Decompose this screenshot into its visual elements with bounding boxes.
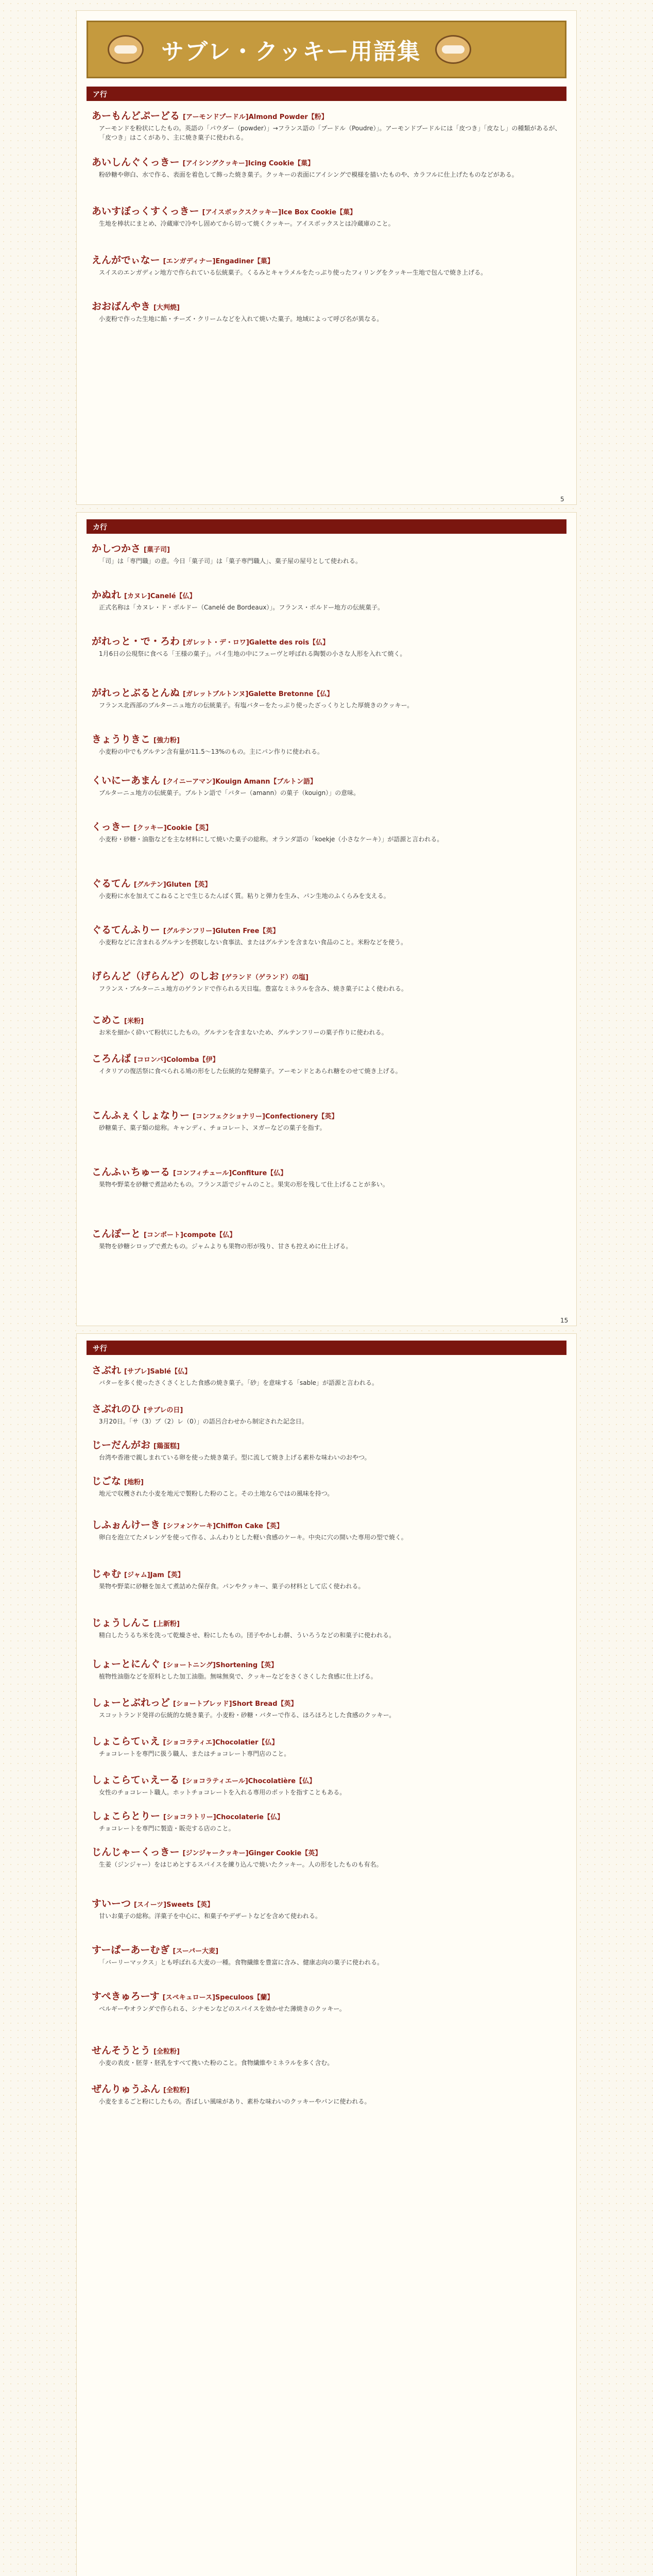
glossary-entry <box>92 1566 561 1591</box>
entry-original-term: [アイシングクッキー]Icing Cookie【菓】 <box>182 160 315 167</box>
page-title: サブレ・クッキー用語集 <box>161 39 421 65</box>
section-header-ka: カ行 <box>87 519 566 534</box>
entry-term <box>92 299 561 313</box>
entry-term <box>92 2081 561 2095</box>
entry-original-term: [グルテンフリー]Gluten Free【英】 <box>163 927 280 935</box>
entry-description: 果物や野菜を砂糖で煮詰めたもの。フランス語でジャムのこと。果実の形を残して仕上げることが多い。 <box>99 1181 389 1188</box>
entry-term <box>92 773 561 787</box>
section-header-sa: サ行 <box>87 1341 566 1355</box>
entry-original-term: [地粉] <box>124 1479 144 1486</box>
entry-original-term: [クッキー]Cookie【英】 <box>133 824 212 832</box>
entry-term <box>92 1051 561 1065</box>
entry-term <box>92 204 561 217</box>
entry-description: 小麦粉などに含まれるグルテンを摂取しない食事法、またはグルテンを含まない食品のこと。米粉などを使う。 <box>99 939 407 946</box>
entry-term <box>92 685 561 699</box>
entry-description: 植物性油脂などを原料とした加工油脂。無味無臭で、クッキーなどをさくさくした食感に仕上げる。 <box>99 1673 377 1680</box>
glossary-entry <box>92 1844 561 1869</box>
entry-original-term: [エンガディナー]Engadiner【菓】 <box>163 258 274 265</box>
entry-description: スイスのエンガディン地方で作られている伝統菓子。くるみとキャラメルをたっぷり使ったフィリングをクッキー生地で包んで焼き上げる。 <box>99 269 487 276</box>
entry-description: 小麦粉の中でもグルテン含有量が11.5〜13%のもの。主にパン作りに使われる。 <box>99 748 323 755</box>
entry-reading: ぐるてんふりー <box>92 924 160 936</box>
entry-description: 卵白を泡立てたメレンゲを使って作る、ふんわりとした軽い食感のケーキ。中央に穴の開いた専用の型で焼く。 <box>99 1534 407 1541</box>
glossary-entry <box>92 299 561 324</box>
entry-term <box>92 252 561 266</box>
page-number: 15 <box>560 1317 569 1324</box>
entry-reading: こんぽーと <box>92 1228 141 1240</box>
glossary-entry <box>92 969 561 993</box>
entry-description: アーモンドを粉状にしたもの。英語の「パウダー（powder）」→フランス語の「プードル（Poudre）」。アーモンドプードルには「皮つき」「皮なし」の種類があるが、「皮つき」はこくがあり、主に焼き菓子に使われる。 <box>99 125 561 141</box>
entry-description: 1月6日の公現祭に食べる「王様の菓子」。パイ生地の中にフェーヴと呼ばれる陶製の小さな人形を入れて焼く。 <box>99 650 406 657</box>
entry-original-term: [コロンバ]Colomba【伊】 <box>134 1056 219 1064</box>
entry-term <box>92 1164 561 1178</box>
entry-description: 小麦粉で作った生地に餡・チーズ・クリームなどを入れて焼いた菓子。地域によって呼び名が異なる。 <box>99 315 383 323</box>
glossary-entry <box>92 1437 561 1462</box>
entry-description: 精白したうるち米を洗って乾燥させ、粉にしたもの。団子やかしわ餅、ういろうなどの和菓子に使われる。 <box>99 1632 396 1639</box>
entry-description: 正式名称は「カヌレ・ド・ボルドー（Canelé de Bordeaux）」。フランス・ボルドー地方の伝統菓子。 <box>99 604 384 611</box>
entry-description: 台湾や香港で親しまれている卵を使った焼き菓子。型に流して焼き上げる素朴な味わいのおやつ。 <box>99 1454 371 1461</box>
entry-original-term: [グルテン]Gluten【英】 <box>133 881 212 889</box>
entry-original-term: [米粉] <box>124 1018 144 1025</box>
entry-original-term: [ジャム]Jam【英】 <box>124 1571 184 1579</box>
glossary-entry <box>92 1656 561 1681</box>
entry-term <box>92 1473 561 1487</box>
glossary-entry <box>92 1695 561 1720</box>
glossary-entry <box>92 922 561 947</box>
entry-description: フランス・ブルターニュ地方のゲランドで作られる天日塩。豊富なミネラルを含み、焼き菓子によく使われる。 <box>99 985 408 992</box>
entry-reading: じんじゃーくっきー <box>92 1846 180 1858</box>
entry-description: お米を細かく砕いて粉状にしたもの。グルテンを含まないため、グルテンフリーの菓子作りに使われる。 <box>99 1029 388 1036</box>
entry-original-term: [スペキュロース]Speculoos【蘭】 <box>162 1994 274 2002</box>
section-header-a: ア行 <box>87 87 566 101</box>
entry-description: 「バーリーマックス」とも呼ばれる大麦の一種。食物繊維を豊富に含み、健康志向の菓子に使われる。 <box>99 1959 384 1966</box>
entry-term <box>92 1695 561 1709</box>
entry-description: 小麦粉に水を加えてこねることで生じるたんぱく質。粘りと弾力を生み、パン生地のふくらみを支える。 <box>99 892 390 900</box>
glossary-entry <box>92 1772 561 1797</box>
entry-original-term: [カヌレ]Canelé【仏】 <box>124 592 196 600</box>
entry-term <box>92 1401 561 1415</box>
entry-reading: さぶれのひ <box>92 1403 141 1415</box>
glossary-entry <box>92 634 561 658</box>
entry-original-term: [シフォンケーキ]Chiffon Cake【英】 <box>163 1522 283 1530</box>
glossary-entry <box>92 252 561 277</box>
entry-term <box>92 1517 561 1531</box>
glossary-entry <box>92 1473 561 1498</box>
entry-term <box>92 876 561 890</box>
entry-description: スコットランド発祥の伝統的な焼き菓子。小麦粉・砂糖・バターで作る、ほろほろとした食感のクッキー。 <box>99 1711 396 1719</box>
entry-description: 果物や野菜に砂糖を加えて煮詰めた保存食。パンやクッキー、菓子の材料として広く使われる。 <box>99 1583 365 1590</box>
entry-original-term: [サブレの日] <box>144 1406 183 1414</box>
entry-description: 砂糖菓子、菓子類の総称。キャンディ、チョコレート、ヌガーなどの菓子を指す。 <box>99 1124 326 1131</box>
entry-term <box>92 969 561 982</box>
glossary-entry <box>92 1164 561 1189</box>
entry-reading: しょこらてぃえーる <box>92 1774 180 1786</box>
entry-description: チョコレートを専門に製造・販売する店のこと。 <box>99 1825 235 1832</box>
entry-term <box>92 1734 561 1748</box>
glossary-entry <box>92 1051 561 1076</box>
glossary-entry <box>92 876 561 901</box>
entry-reading: しょーとぶれっど <box>92 1697 170 1708</box>
entry-description: 小麦をまるごと粉にしたもの。香ばしい風味があり、素朴な味わいのクッキーやパンに使われる。 <box>99 2098 371 2105</box>
glossary-entry <box>92 1989 561 2013</box>
entry-description: 果物を砂糖シロップで煮たもの。ジャムよりも果物の形が残り、甘さも控えめに仕上げる。 <box>99 1243 352 1250</box>
entry-term <box>92 1989 561 2003</box>
entry-reading: しょこらとりー <box>92 1810 161 1822</box>
entry-reading: ぜんりゅうふん <box>92 2083 161 2095</box>
entry-term <box>92 1896 561 1910</box>
entry-description: 甘いお菓子の総称。洋菓子を中心に、和菓子やデザートなどを含めて使われる。 <box>99 1912 322 1920</box>
title-banner <box>87 21 566 78</box>
glossary-entry <box>92 108 561 142</box>
glossary-entry <box>92 732 561 756</box>
glossary-entry <box>92 1226 561 1251</box>
entry-reading: くっきー <box>92 821 131 833</box>
glossary-entry <box>92 1808 561 1833</box>
entry-reading: くいにーあまん <box>92 775 161 786</box>
entry-reading: しょこらてぃえ <box>92 1736 160 1747</box>
entry-original-term: [ジンジャークッキー]Ginger Cookie【英】 <box>182 1850 322 1857</box>
entry-original-term: [クイニーアマン]Kouign Amann【ブルトン語】 <box>163 778 317 786</box>
entry-reading: おおばんやき <box>92 301 151 312</box>
entry-original-term: [サブレ]Sablé【仏】 <box>124 1368 192 1376</box>
entry-description: 粉砂糖や卵白、水で作る、表面を着色して飾った焼き菓子。クッキーの表面にアイシングで模様を描いたものや、カラフルに仕上げたものなどがある。 <box>99 171 518 178</box>
entry-reading: きょうりきこ <box>92 734 151 745</box>
entry-original-term: [コンポート]compote【仏】 <box>144 1231 236 1239</box>
entry-term <box>92 1808 561 1822</box>
entry-reading: ころんば <box>92 1053 131 1064</box>
entry-term <box>92 1437 561 1451</box>
glossary-entry <box>92 1108 561 1132</box>
entry-original-term: [上新粉] <box>153 1620 180 1628</box>
page-number: 5 <box>560 496 564 503</box>
entry-original-term: [全粒粉] <box>153 2048 180 2056</box>
entry-reading: かぬれ <box>92 589 122 601</box>
entry-term <box>92 587 561 601</box>
entry-description: 小麦粉・砂糖・油脂などを主な材料にして焼いた菓子の総称。オランダ語の「koekje（小さなケーキ）」が語源と言われる。 <box>99 836 443 843</box>
entry-description: 3月20日。「サ（3）ブ（2）レ（0）」の語呂合わせから制定された記念日。 <box>99 1418 308 1425</box>
glossary-entry <box>92 1734 561 1758</box>
entry-term <box>92 922 561 936</box>
glossary-entry <box>92 155 561 179</box>
entry-original-term: [ショコラティエ]Chocolatier【仏】 <box>163 1739 279 1747</box>
entry-reading: しょーとにんぐ <box>92 1658 161 1670</box>
entry-original-term: [ショートニング]Shortening【英】 <box>163 1662 278 1669</box>
glossary-entry <box>92 587 561 612</box>
entry-term <box>92 819 561 833</box>
entry-original-term: [コンフィチュール]Confiture【仏】 <box>173 1170 287 1177</box>
entry-term <box>92 732 561 745</box>
entry-term <box>92 634 561 648</box>
entry-original-term: [ガレット・デ・ロワ]Galette des rois【仏】 <box>183 639 330 647</box>
entry-reading: あいしんぐくっきー <box>92 157 180 168</box>
entry-term <box>92 1942 561 1956</box>
glossary-entry <box>92 685 561 710</box>
entry-reading: せんそうとう <box>92 2045 151 2056</box>
entry-original-term: [ガレットブルトンヌ]Galette Bretonne【仏】 <box>183 690 334 698</box>
entry-reading: こんふぃちゅーる <box>92 1166 170 1178</box>
entry-original-term: [鶏蛋糕] <box>153 1443 180 1450</box>
entry-description: 女性のチョコレート職人。ホットチョコレートを入れる専用のポットを指すこともある。 <box>99 1789 346 1796</box>
entry-description: イタリアの復活祭に食べられる鳩の形をした伝統的な発酵菓子。アーモンドとあられ糖をのせて焼き上げる。 <box>99 1067 402 1075</box>
entry-reading: げらんど（げらんど）のしお <box>92 971 219 982</box>
entry-original-term: [コンフェクショナリー]Confectionery【英】 <box>193 1113 338 1121</box>
glossary-entry <box>92 541 561 566</box>
entry-reading: こめこ <box>92 1014 122 1026</box>
glossary-entry <box>92 1012 561 1037</box>
entry-description: 生姜（ジンジャー）をはじめとするスパイスを練り込んで焼いたクッキー。人の形をしたものも有名。 <box>99 1861 383 1868</box>
entry-original-term: [スイーツ]Sweets【英】 <box>134 1901 214 1909</box>
entry-term <box>92 1012 561 1026</box>
entry-term <box>92 1226 561 1240</box>
entry-original-term: [菓子司] <box>144 546 170 554</box>
entry-reading: すいーつ <box>92 1898 131 1909</box>
entry-term <box>92 1772 561 1786</box>
entry-description: 小麦の表皮・胚芽・胚乳をすべて挽いた粉のこと。食物繊維やミネラルを多く含む。 <box>99 2059 334 2066</box>
entry-reading: ぐるてん <box>92 878 131 889</box>
entry-term <box>92 1844 561 1858</box>
entry-term <box>92 1656 561 1670</box>
glossary-entry <box>92 1942 561 1967</box>
entry-original-term: [ショコラティエール]Chocolatière【仏】 <box>182 1777 316 1785</box>
entry-reading: かしつかさ <box>92 543 141 554</box>
entry-reading: すーぱーあーむぎ <box>92 1944 170 1956</box>
entry-description: バターを多く使ったさくさくとした食感の焼き菓子。「砂」を意味する「sable」が語源と言われる。 <box>99 1379 378 1386</box>
entry-reading: しふぉんけーき <box>92 1519 161 1531</box>
entry-term <box>92 1566 561 1580</box>
entry-term <box>92 1108 561 1122</box>
glossary-entry <box>92 1363 561 1387</box>
entry-reading: あーもんどぷーどる <box>92 110 180 122</box>
entry-original-term: [アイスボックスクッキー]Ice Box Cookie【菓】 <box>202 209 357 216</box>
glossary-entry <box>92 1517 561 1542</box>
glossary-entry <box>92 204 561 228</box>
entry-description: ブルターニュ地方の伝統菓子。ブルトン語で「バター（amann）の菓子（kouign）」の意味。 <box>99 789 360 796</box>
entry-reading: じごな <box>92 1476 122 1487</box>
entry-original-term: [全粒粉] <box>163 2087 190 2094</box>
entry-term <box>92 2043 561 2057</box>
entry-reading: こんふぇくしょなりー <box>92 1110 190 1121</box>
entry-original-term: [大判焼] <box>153 304 180 312</box>
entry-term <box>92 541 561 555</box>
entry-term <box>92 1363 561 1377</box>
cookie-icon <box>435 35 471 64</box>
glossary-entry <box>92 1896 561 1921</box>
glossary-entry <box>92 1615 561 1640</box>
entry-reading: じょうしんこ <box>92 1617 151 1629</box>
entry-original-term: [スーパー大麦] <box>173 1947 219 1955</box>
entry-reading: じーだんがお <box>92 1439 151 1451</box>
entry-reading: あいすぼっくすくっきー <box>92 206 199 217</box>
entry-term <box>92 108 561 122</box>
glossary-entry <box>92 1401 561 1426</box>
entry-reading: さぶれ <box>92 1365 122 1376</box>
entry-description: チョコレートを専門に扱う職人、またはチョコレート専門店のこと。 <box>99 1750 290 1757</box>
entry-original-term: [ショコラトリー]Chocolaterie【仏】 <box>163 1814 284 1821</box>
entry-term <box>92 155 561 168</box>
entry-description: 地元で収穫された小麦を地元で製粉した粉のこと。その土地ならではの風味を持つ。 <box>99 1490 334 1497</box>
entry-original-term: [ゲランド（ゲランド）の塩] <box>222 974 308 981</box>
glossary-entry <box>92 2043 561 2067</box>
entry-original-term: [アーモンドプードル]Almond Powder【粉】 <box>183 113 328 121</box>
entry-description: ベルギーやオランダで作られる、シナモンなどのスパイスを効かせた薄焼きのクッキー。 <box>99 2005 346 2012</box>
glossary-entry <box>92 773 561 798</box>
entry-description: 生地を棒状にまとめ、冷蔵庫で冷やし固めてから切って焼くクッキー。アイスボックスとは冷蔵庫のこと。 <box>99 220 394 227</box>
entry-reading: がれっとぶるとんぬ <box>92 687 180 699</box>
glossary-entry <box>92 819 561 844</box>
entry-original-term: [ショートブレッド]Short Bread【英】 <box>173 1700 298 1708</box>
glossary-entry <box>92 2081 561 2106</box>
entry-reading: えんがでぃなー <box>92 255 160 266</box>
entry-description: フランス北西部のブルターニュ地方の伝統菓子。有塩バターをたっぷり使ったざっくりとした厚焼きのクッキー。 <box>99 702 414 709</box>
entry-original-term: [強力粉] <box>153 737 180 744</box>
entry-term <box>92 1615 561 1629</box>
cookie-icon <box>108 35 144 64</box>
entry-description: 「司」は「専門職」の意。今日「菓子司」は「菓子専門職人」、菓子屋の屋号として使われる。 <box>99 557 362 565</box>
entry-reading: じゃむ <box>92 1568 122 1580</box>
entry-reading: がれっと・で・ろわ <box>92 636 180 647</box>
entry-reading: すぺきゅろーす <box>92 1991 160 2002</box>
